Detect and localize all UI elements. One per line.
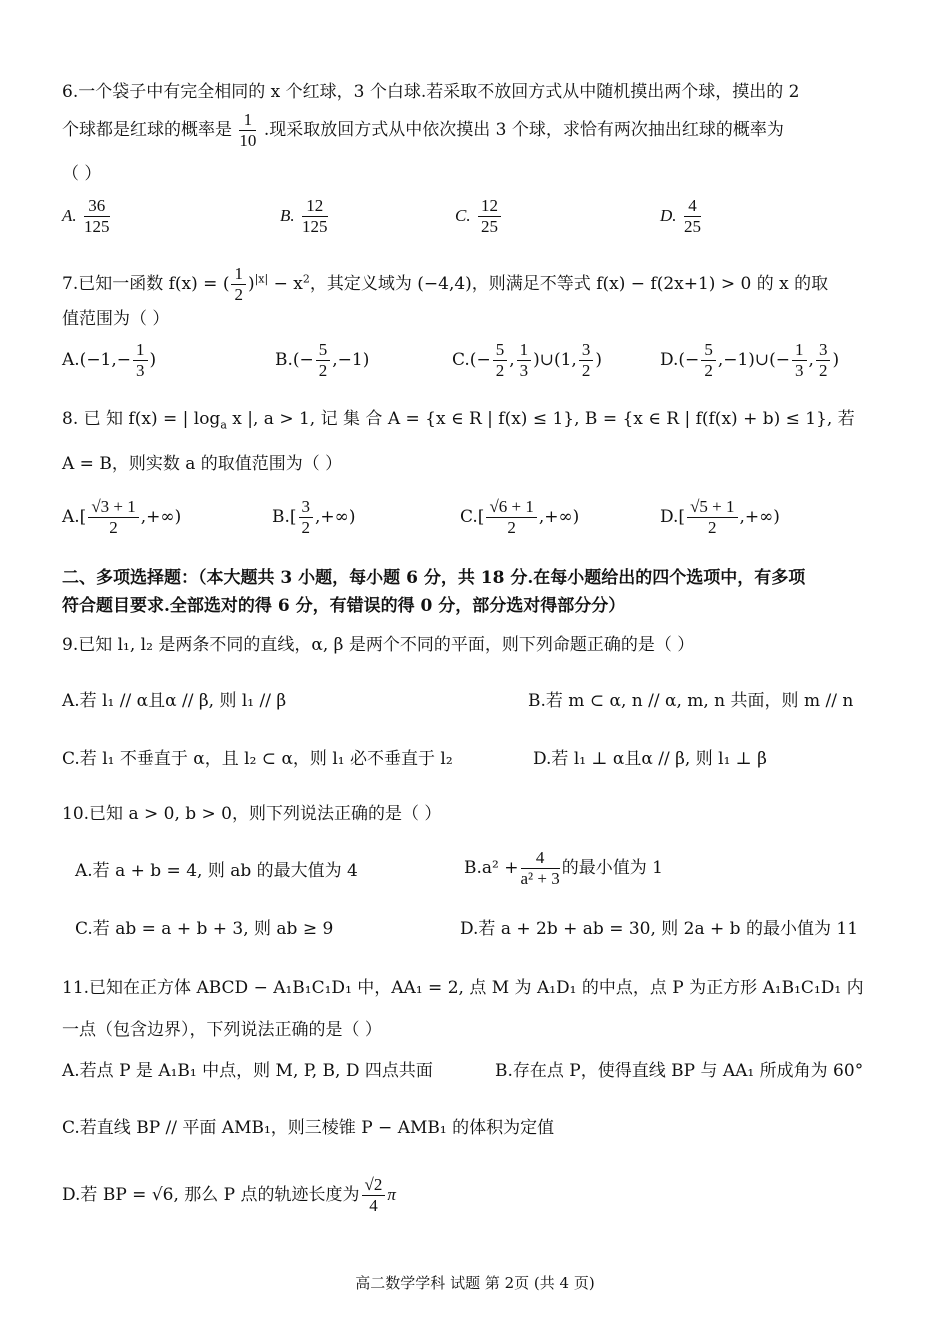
q6-line1: 6.一个袋子中有完全相同的 x 个红球，3 个白球.若采取不放回方式从中随机摸出两个球，摸出的 2	[62, 82, 800, 102]
q6-line2	[62, 110, 784, 151]
q8-a-pre: A.[	[62, 507, 87, 527]
q8-b-pre: B.[	[272, 507, 297, 527]
q6-option-c	[455, 196, 503, 237]
q7-option-d	[660, 340, 839, 381]
q10-option-a: A.若 a + b = 4, 则 ab 的最大值为 4	[75, 861, 358, 881]
q6-option-c-den: 25	[481, 217, 498, 236]
q7-line1d: ，其定义域为 (−4,4)，则满足不等式 f(x) − f(2x+1) > 0 的 x 的取	[309, 274, 829, 294]
q7-option-a	[62, 340, 156, 381]
q6-frac-num: 1	[239, 110, 256, 131]
q7-a-den: 3	[136, 361, 145, 380]
q8-b-end: ,+∞)	[315, 507, 356, 527]
q7-c-num1: 5	[493, 340, 508, 361]
q7-line1c: − x	[268, 274, 303, 294]
q11-option-d	[62, 1175, 396, 1216]
q6-option-c-label: C.	[455, 206, 471, 225]
q11-option-c: C.若直线 BP // 平面 AMB₁，则三棱锥 P − AMB₁ 的体积为定值	[62, 1118, 555, 1138]
q9-stem: 9.已知 l₁, l₂ 是两条不同的直线，α, β 是两个不同的平面，则下列命题正确的是（ ）	[62, 635, 695, 655]
q10-option-d: D.若 a + 2b + ab = 30, 则 2a + b 的最小值为 11	[460, 919, 859, 939]
q7-line1	[62, 264, 828, 305]
q10-b-den: a² + 3	[520, 869, 560, 888]
q8-line1	[62, 407, 855, 437]
q7-c-num3: 3	[579, 340, 594, 361]
q11-option-b: B.存在点 P，使得直线 BP 与 AA₁ 所成角为 60°	[495, 1061, 864, 1081]
q11-d-post: π	[387, 1185, 396, 1204]
q10-option-c: C.若 ab = a + b + 3, 则 ab ≥ 9	[75, 919, 334, 939]
q8-c-end: ,+∞)	[538, 507, 580, 527]
q6-option-b-den: 125	[302, 217, 328, 236]
q8-d-pre: D.[	[660, 507, 686, 527]
q7-half-den: 2	[234, 285, 243, 304]
q9-option-a: A.若 l₁ // α且α // β, 则 l₁ // β	[62, 691, 287, 711]
q6-option-a-label: A.	[62, 206, 77, 225]
q6-option-a-num: 36	[84, 196, 110, 217]
q11-option-a: A.若点 P 是 A₁B₁ 中点，则 M, P, B, D 四点共面	[62, 1061, 433, 1081]
q6-option-a-den: 125	[84, 217, 110, 236]
q11-line1: 11.已知在正方体 ABCD − A₁B₁C₁D₁ 中，AA₁ = 2, 点 M 为 A₁D₁ 的中点，点 P 为正方形 A₁B₁C₁D₁ 内	[62, 978, 864, 998]
q7-c-end: )	[595, 350, 602, 370]
section2-line2: 符合题目要求.全部选对的得 6 分，有错误的得 0 分，部分选对得部分分）	[62, 596, 626, 616]
q9-option-b: B.若 m ⊂ α, n // α, m, n 共面，则 m // n	[528, 691, 854, 711]
q8-a-root: √3	[91, 497, 110, 516]
q8-d-root: √5	[690, 497, 708, 516]
q7-c-den2: 3	[519, 361, 529, 380]
q7-d-num3: 3	[816, 340, 831, 361]
q7-b-end: ,−1)	[332, 350, 370, 370]
q6-line2a: 个球都是红球的概率是	[62, 120, 232, 140]
q6-paren: （ ）	[62, 164, 102, 184]
q7-option-b	[275, 340, 369, 381]
q7-option-a-text: A.(−1,−	[62, 350, 132, 370]
q8-option-a: A.[ $\frac{√3 + 1}{2}$ ,+∞)	[62, 497, 182, 537]
q6-frac-den: 10	[239, 131, 257, 150]
q8-b-den: 2	[301, 518, 311, 537]
q11-d-pre: D.若 BP = √6, 那么 P 点的轨迹长度为	[62, 1185, 360, 1205]
q7-d-mid: ,−1)∪(−	[717, 350, 791, 370]
q8-c-root: √6	[489, 497, 508, 516]
q7-c-den1: 2	[495, 361, 505, 380]
q7-d-den1: 2	[704, 361, 713, 380]
q7-square: 2	[302, 272, 310, 286]
q7-d-end: )	[832, 350, 840, 370]
q7-line1b: )	[247, 274, 255, 294]
q6-option-d-label: D.	[660, 206, 677, 225]
q6-option-d	[660, 196, 703, 237]
q8-option-d: D.[ $\frac{√5 + 1}{2}$ ,+∞)	[660, 497, 780, 537]
q7-a-num: 1	[133, 340, 148, 361]
q7-c-num2: 1	[517, 340, 532, 361]
q7-d-num1: 5	[701, 340, 716, 361]
q7-option-d-text: D.(−	[660, 350, 700, 370]
q7-line1a: 7.已知一函数 f(x) = (	[62, 274, 230, 294]
q6-option-b-label: B.	[280, 206, 295, 225]
q10-option-b	[464, 848, 663, 889]
q8-a-end: ,+∞)	[140, 507, 182, 527]
q6-line2b: .现采取放回方式从中依次摸出 3 个球，求恰有两次抽出红球的概率为	[263, 120, 784, 140]
q7-d-den3: 2	[818, 361, 828, 380]
q8-line1b: x |, a > 1, 记 集 合 A = {x ∈ R | f(x) ≤ 1}, B = {x ∈ R | f(f(x) + b) ≤ 1}, 若	[226, 409, 855, 429]
q7-option-b-text: B.(−	[275, 350, 314, 370]
q6-fraction	[239, 110, 256, 151]
q8-option-b	[272, 497, 355, 538]
q7-a-end: )	[149, 350, 157, 370]
q10-b-num: 4	[521, 848, 560, 869]
q7-option-c-text: C.(−	[452, 350, 491, 370]
q7-option-c	[452, 340, 602, 381]
q7-half-num: 1	[231, 264, 246, 285]
q7-b-den: 2	[318, 361, 328, 380]
q7-c-den3: 2	[581, 361, 591, 380]
q9-option-d: D.若 l₁ ⊥ α且α // β, 则 l₁ ⊥ β	[533, 749, 768, 769]
q8-line1a: 8. 已 知 f(x) = | log	[62, 409, 221, 429]
q6-option-b	[280, 196, 330, 237]
q6-option-a	[62, 196, 112, 237]
q10-b-post: 的最小值为 1	[561, 858, 663, 878]
q6-option-d-den: 25	[683, 217, 701, 236]
q7-b-num: 5	[316, 340, 331, 361]
q7-c-mid2: )∪(1,	[533, 350, 577, 370]
q7-d-num2: 1	[792, 340, 807, 361]
q7-line2: 值范围为（ ）	[62, 309, 170, 329]
q8-option-c: C.[ $\frac{√6 + 1}{2}$ ,+∞)	[460, 497, 580, 537]
q8-d-den: 2	[708, 518, 717, 537]
q6-option-c-num: 12	[478, 196, 501, 217]
q8-c-den: 2	[507, 518, 516, 537]
q8-line2: A = B，则实数 a 的取值范围为（ ）	[62, 454, 343, 474]
q10-stem: 10.已知 a > 0, b > 0，则下列说法正确的是（ ）	[62, 804, 442, 824]
q8-b-num: 3	[299, 497, 314, 518]
q8-c-pre: C.[	[460, 507, 485, 527]
q6-option-b-num: 12	[302, 196, 328, 217]
q9-option-c: C.若 l₁ 不垂直于 α，且 l₂ ⊂ α，则 l₁ 必不垂直于 l₂	[62, 749, 453, 769]
q7-c-mid: ,	[509, 350, 515, 370]
q11-d-den: 4	[369, 1196, 378, 1215]
q8-d-end: ,+∞)	[739, 507, 780, 527]
page-footer: 高二数学学科 试题 第 2页 (共 4 页)	[355, 1274, 595, 1292]
q7-d-den2: 3	[795, 361, 804, 380]
q7-exponent: |x|	[254, 272, 269, 286]
q6-option-d-num: 4	[684, 196, 701, 217]
q8-log-base: a	[220, 418, 227, 432]
q10-b-pre: B.a² +	[464, 858, 519, 878]
section2-line1: 二、多项选择题：（本大题共 3 小题，每小题 6 分，共 18 分.在每小题给出的四个选项中，有多项	[62, 568, 806, 588]
q11-line2: 一点（包含边界），下列说法正确的是（ ）	[62, 1020, 382, 1040]
q8-a-den: 2	[109, 518, 118, 537]
q7-d-mid2: ,	[808, 350, 814, 370]
q11-d-num: √2	[362, 1175, 386, 1196]
